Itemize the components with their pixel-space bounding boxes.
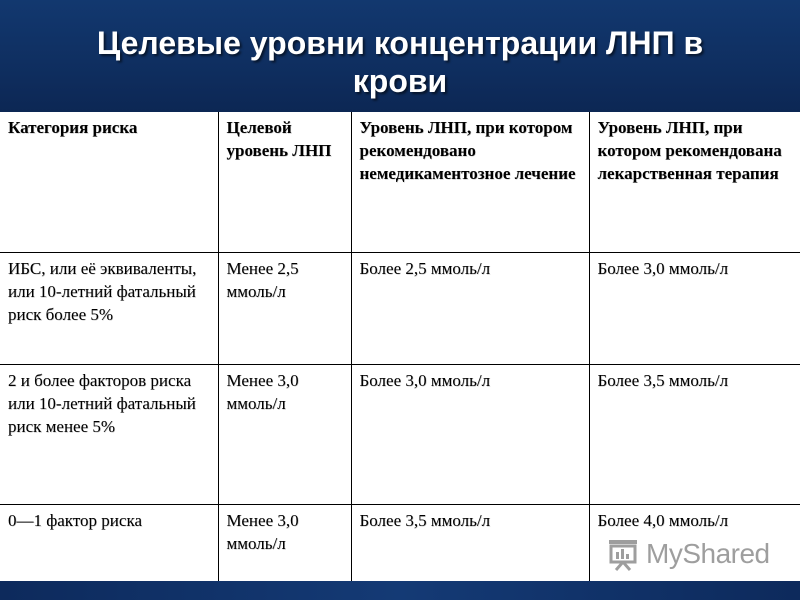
cell-non-drug-threshold: Более 2,5 ммоль/л (351, 252, 589, 364)
ldl-levels-table (0, 112, 800, 584)
table-container (0, 112, 800, 581)
header-risk-category: Категория риска (0, 112, 218, 252)
cell-non-drug-threshold: Более 3,5 ммоль/л (351, 504, 589, 583)
cell-non-drug-threshold: Более 3,0 ммоль/л (351, 364, 589, 504)
table-header-row (0, 112, 800, 252)
watermark-text: MyShared (646, 538, 770, 569)
header-non-drug-threshold: Уровень ЛНП, при котором рекомендовано немедикаментозное лечение (351, 112, 589, 252)
cell-risk-category: 0—1 фактор риска (0, 504, 218, 583)
cell-drug-threshold: Более 3,0 ммоль/л (589, 252, 800, 364)
slide-title (20, 24, 780, 100)
slide-header (0, 0, 800, 112)
cell-target-level: Менее 3,0 ммоль/л (218, 364, 351, 504)
slide-title-line-1: Целевые уровни концентрации ЛНП в (96, 25, 704, 61)
cell-drug-threshold: Более 3,5 ммоль/л (589, 364, 800, 504)
presentation-board-icon (606, 537, 640, 571)
myshared-watermark (606, 536, 770, 572)
cell-target-level: Менее 3,0 ммоль/л (218, 504, 351, 583)
header-target-level: Целевой уровень ЛНП (218, 112, 351, 252)
cell-risk-category: ИБС, или её эквиваленты, или 10-летний фатальный риск более 5% (0, 252, 218, 364)
header-drug-threshold: Уровень ЛНП, при котором рекомендована лекарственная терапия (589, 112, 800, 252)
table-row (0, 364, 800, 504)
cell-target-level: Менее 2,5 ммоль/л (218, 252, 351, 364)
slide-title-line-2: крови (352, 63, 448, 99)
slide-footer-bar (0, 581, 800, 600)
cell-risk-category: 2 и более факторов риска или 10-летний фатальный риск менее 5% (0, 364, 218, 504)
cell-drug-threshold: Более 4,0 ммоль/л (589, 504, 800, 583)
table-row (0, 252, 800, 364)
